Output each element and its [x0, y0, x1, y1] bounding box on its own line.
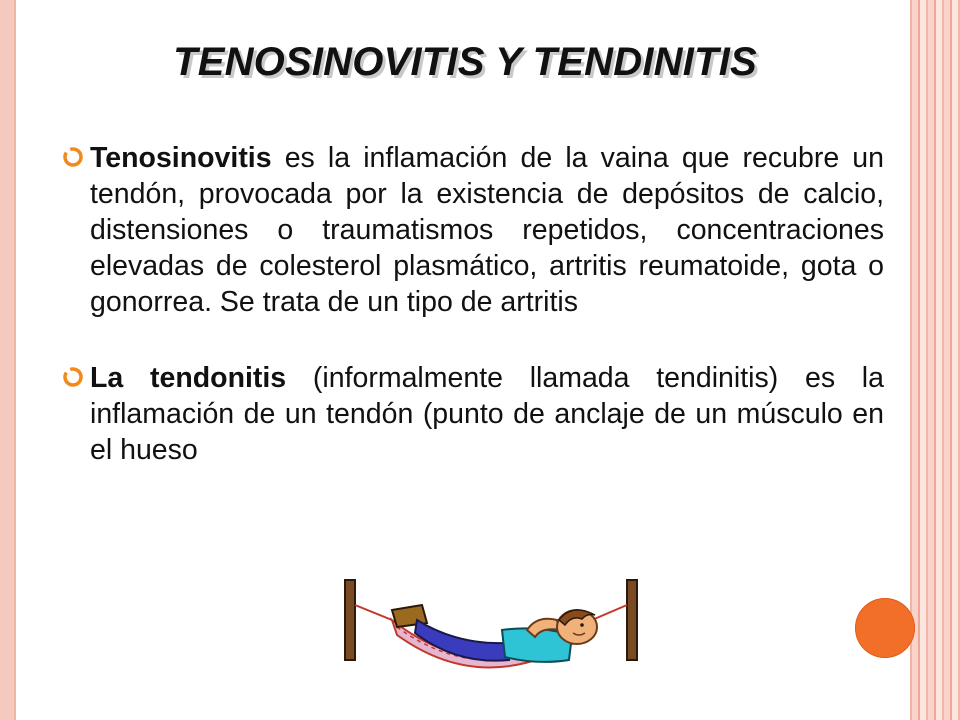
slide-frame-left	[0, 0, 16, 720]
bullet-term: La tendonitis	[90, 362, 287, 394]
bullet-list	[62, 140, 884, 468]
bullet-text: (informalmente llamada tendinitis) es la inflamación de un tendón (punto de anclaje de un músculo en el hueso	[90, 362, 884, 466]
orange-circle-bullet-icon	[62, 366, 84, 388]
orange-circle-bullet-icon	[62, 146, 84, 168]
slide-title: TENOSINOVITIS Y TENDINITIS	[173, 40, 757, 84]
decorative-orange-circle	[855, 598, 915, 658]
person-in-hammock-clipart	[337, 575, 647, 685]
bullet-item-tendonitis	[62, 360, 884, 468]
bullet-text: es la inflamación de la vaina que recubre un tendón, provocada por la existencia de depósitos de calcio, distensiones o traumatismos repetidos, concentraciones elevadas de colesterol plasmático, artritis reumatoide, gota o gonorrea. Se trata de un tipo de artritis	[90, 142, 884, 318]
bullet-term: Tenosinovitis	[90, 142, 272, 174]
slide-frame-right	[912, 0, 960, 720]
bullet-item-tenosinovitis	[62, 140, 884, 320]
